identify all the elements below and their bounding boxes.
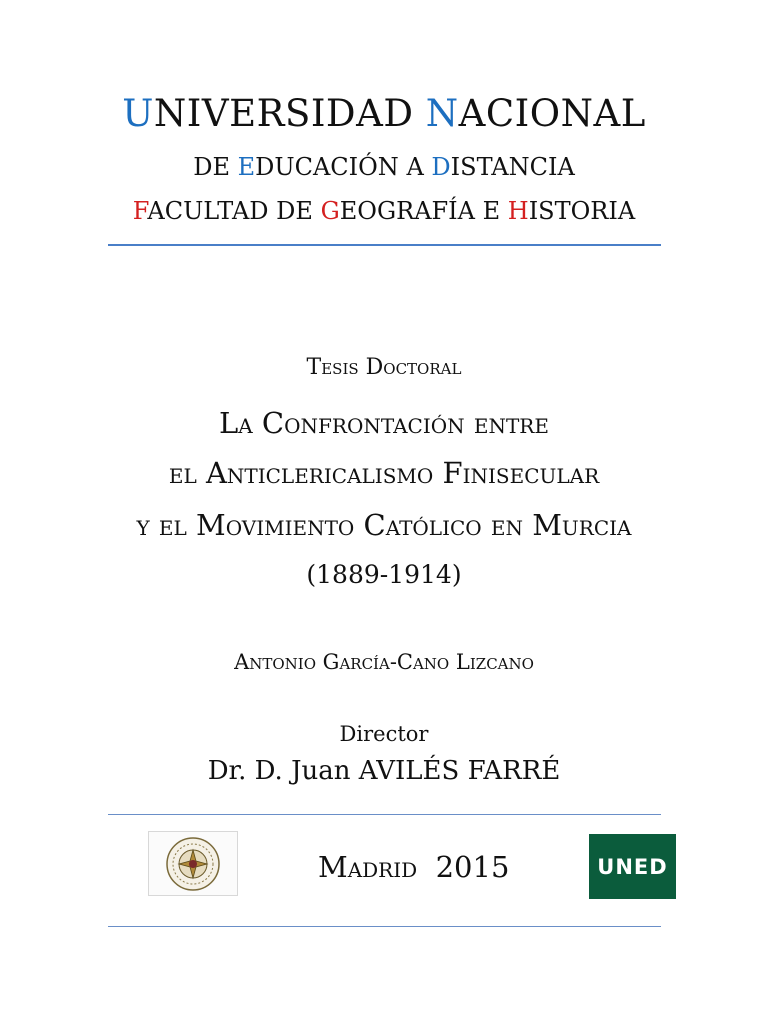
footer-divider-top	[108, 814, 661, 815]
footer-divider-bottom	[108, 926, 661, 927]
faculty-rest-3: ISTORIA	[528, 197, 636, 225]
university-initial-u: U	[122, 92, 154, 135]
university-rest-2: ACIONAL	[458, 92, 646, 135]
director-label: Director	[339, 722, 429, 746]
place-and-year: Madrid 2015	[318, 850, 510, 884]
thesis-title-line-3: y el Movimiento Católico en Murcia	[136, 508, 632, 542]
thesis-title-line-1: La Confrontación entre	[219, 406, 549, 440]
subtitle-rest-1: DUCACIÓN A	[255, 153, 432, 181]
thesis-label: Tesis Doctoral	[306, 355, 462, 380]
university-name	[0, 92, 768, 135]
director-name: Dr. D. Juan AVILÉS FARRÉ	[207, 756, 561, 786]
faculty-rest-1: ACULTAD DE	[147, 197, 321, 225]
uned-logo: UNED	[589, 834, 676, 899]
faculty-initial-h: H	[507, 197, 529, 225]
faculty-name	[0, 197, 768, 225]
header-divider	[108, 244, 661, 246]
university-rest-1: NIVERSIDAD	[153, 92, 414, 135]
faculty-seal-logo	[148, 831, 238, 896]
subtitle-rest-2: ISTANCIA	[450, 153, 575, 181]
author-name: Antonio García-Cano Lizcano	[234, 650, 534, 674]
university-initial-n: N	[425, 92, 459, 135]
faculty-rest-2: EOGRAFÍA E	[339, 197, 508, 225]
thesis-title-line-2: el Anticlericalismo Finisecular	[168, 456, 600, 490]
subtitle-initial-e: E	[237, 153, 256, 181]
subtitle-pre: DE	[193, 153, 238, 181]
subtitle-initial-d: D	[431, 153, 451, 181]
faculty-initial-f: F	[132, 197, 148, 225]
seal-icon	[162, 835, 224, 893]
university-subtitle	[0, 153, 768, 181]
faculty-initial-g: G	[320, 197, 340, 225]
thesis-years: (1889-1914)	[306, 560, 462, 589]
